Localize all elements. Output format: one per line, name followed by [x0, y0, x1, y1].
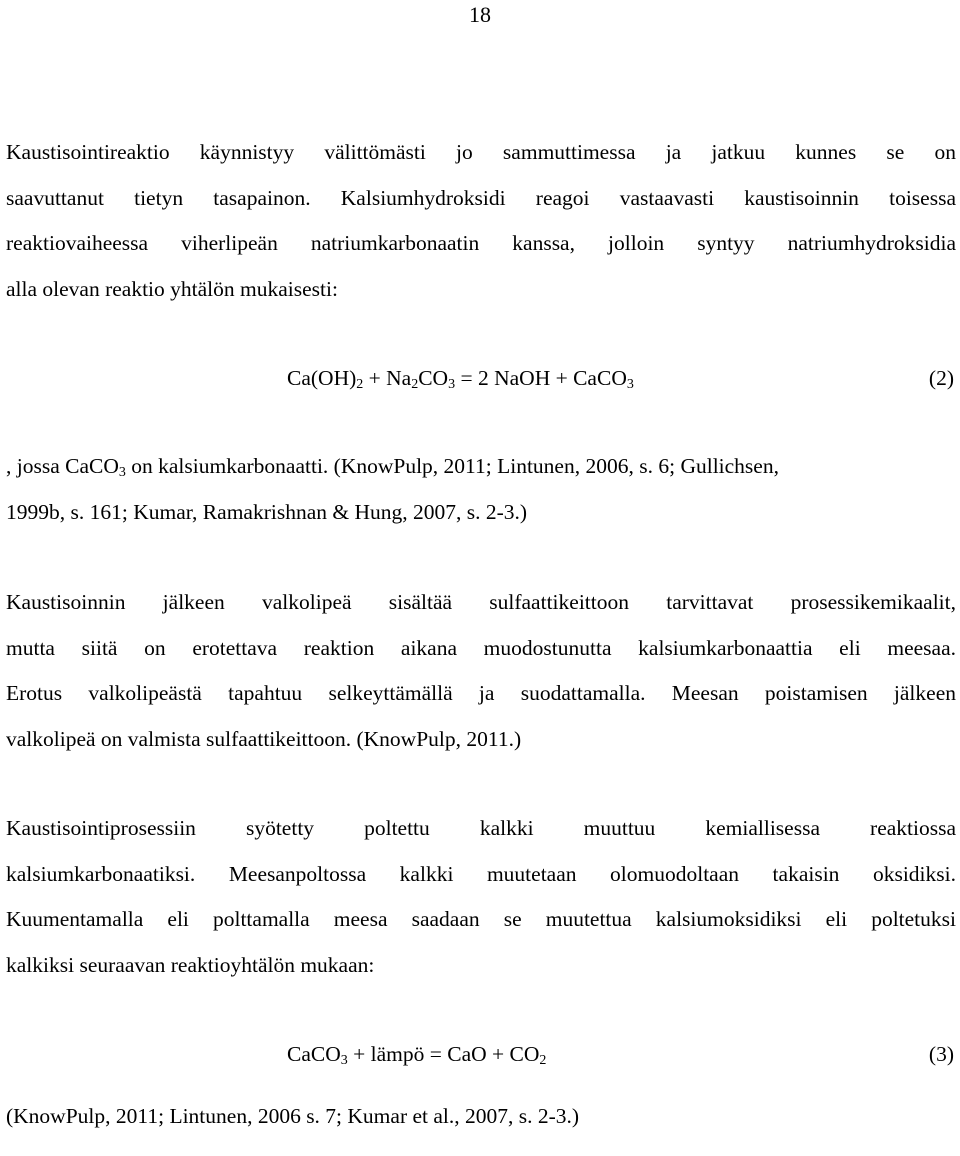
- equation-2-formula: [287, 358, 634, 398]
- equation-3-formula: [287, 1034, 546, 1074]
- equation-2: [0, 358, 960, 398]
- paragraph-causticizing-reaction: [6, 130, 956, 312]
- equation-3-number: (3): [928, 1042, 954, 1066]
- eq-term: CO: [418, 366, 449, 390]
- equation-3: [0, 1034, 960, 1074]
- text-line: alla olevan reaktio yhtälön mukaisesti:: [6, 276, 338, 301]
- reference-line: [6, 1094, 956, 1140]
- eq-subscript: 3: [626, 377, 634, 392]
- eq-subscript: 3: [340, 1053, 348, 1068]
- text-fragment: , jossa CaCO: [6, 454, 119, 478]
- eq-term: CaCO: [287, 1042, 341, 1066]
- eq-term: + Na: [363, 366, 412, 390]
- page-number: 18: [469, 2, 491, 27]
- eq-term: + lämpö = CaO + CO: [347, 1042, 540, 1066]
- equation-2-number: (2): [928, 366, 954, 390]
- text-line: valkolipeä on valmista sulfaattikeittoon. (KnowPulp, 2011.): [6, 726, 522, 751]
- text-line: Kuumentamalla eli polttamalla meesa saadaan se muutettua kalsiumoksidiksi eli poltetuksi: [6, 907, 956, 931]
- text-line: Kaustisointiprosessiin syötetty poltettu kalkki muuttuu kemiallisessa reaktiossa: [6, 816, 956, 840]
- text-line: [6, 444, 956, 490]
- eq-subscript: 2: [356, 377, 364, 392]
- text-line: mutta siitä on erotettava reaktion aikana muodostunutta kalsiumkarbonaattia eli meesaa.: [6, 635, 956, 660]
- text-line: Kaustisoinnin jälkeen valkolipeä sisältää sulfaattikeittoon tarvittavat prosessikemikaalit,: [6, 590, 956, 614]
- eq-term: = 2 NaOH + CaCO: [455, 366, 627, 390]
- paragraph-white-liquor: [6, 580, 956, 762]
- text-line: Kaustisointireaktio käynnistyy välittömästi jo sammuttimessa ja jatkuu kunnes se on: [6, 140, 956, 164]
- text-line: kalsiumkarbonaatiksi. Meesanpoltossa kalkki muutetaan olomuodoltaan takaisin oksidiksi.: [6, 861, 956, 886]
- text-line: kalkiksi seuraavan reaktioyhtälön mukaan:: [6, 952, 375, 977]
- eq-subscript: 2: [411, 377, 419, 392]
- text-line: reaktiovaiheessa viherlipeän natriumkarbonaatin kanssa, jolloin syntyy natriumhydroksidia: [6, 231, 956, 255]
- eq-term: Ca(OH): [287, 366, 357, 390]
- text-line: Erotus valkolipeästä tapahtuu selkeyttämällä ja suodattamalla. Meesan poistamisen jälkeen: [6, 681, 956, 705]
- text-fragment: on kalsiumkarbonaatti. (KnowPulp, 2011; Lintunen, 2006, s. 6; Gullichsen,: [125, 454, 779, 478]
- text-line: saavuttanut tietyn tasapainon. Kalsiumhydroksidi reagoi vastaavasti kaustisoinnin toisessa: [6, 185, 956, 210]
- paragraph-caco3-definition: [6, 444, 956, 535]
- text-line: (KnowPulp, 2011; Lintunen, 2006 s. 7; Kumar et al., 2007, s. 2-3.): [6, 1104, 580, 1128]
- subscript: 3: [118, 465, 126, 480]
- eq-subscript: 3: [448, 377, 456, 392]
- text-line: 1999b, s. 161; Kumar, Ramakrishnan & Hung, 2007, s. 2-3.): [6, 499, 528, 524]
- paragraph-lime-kiln: [6, 806, 956, 988]
- eq-subscript: 2: [539, 1053, 547, 1068]
